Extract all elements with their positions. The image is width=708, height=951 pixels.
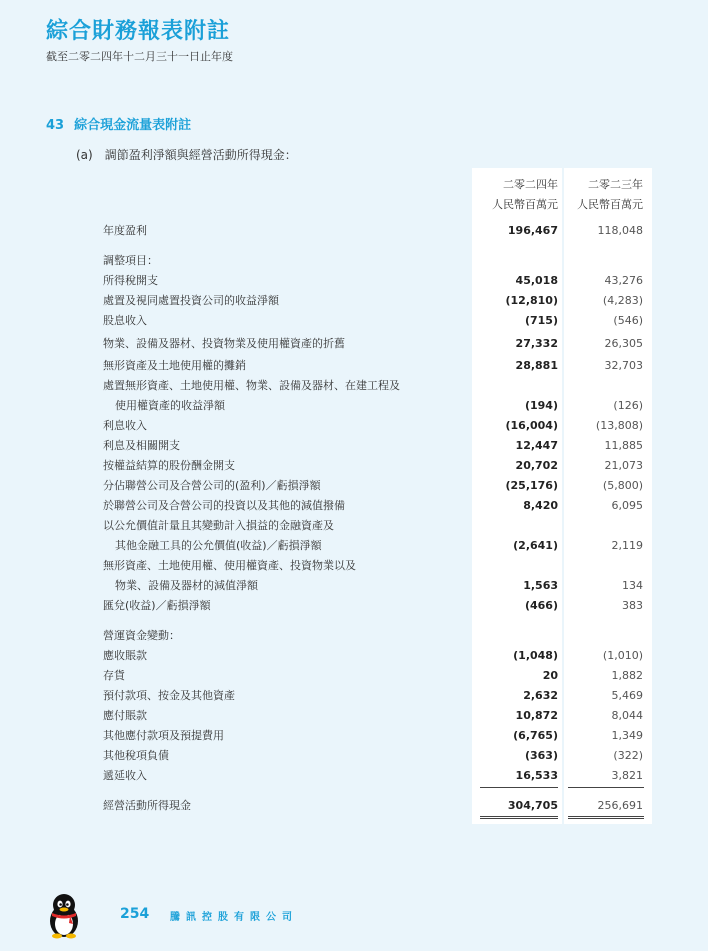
value-2023: 11,885 (604, 439, 643, 452)
value-2023: 2,119 (611, 539, 643, 552)
page-title: 綜合財務報表附註 (46, 19, 231, 44)
value-2023: (13,808) (595, 419, 643, 432)
value-2024: 20 (542, 669, 558, 682)
row-label: 物業、設備及器材的減值淨額 (115, 579, 258, 592)
table-row (0, 476, 708, 496)
qq-penguin-icon (46, 893, 82, 939)
value-2024: (194) (524, 399, 558, 412)
row-label: 匯兌(收益)／虧損淨額 (103, 599, 211, 612)
row-label: 無形資產及土地使用權的攤銷 (103, 359, 246, 372)
row-label: 應收賬款 (103, 649, 147, 662)
value-2023: 32,703 (604, 359, 643, 372)
table-row (0, 221, 708, 241)
table-row (0, 436, 708, 456)
table-row (0, 766, 708, 786)
value-2024: 196,467 (507, 224, 558, 237)
value-2023: 256,691 (597, 799, 643, 812)
table-row (0, 356, 708, 376)
value-2024: 10,872 (515, 709, 558, 722)
value-2024: (2,641) (513, 539, 558, 552)
value-2023: 118,048 (597, 224, 643, 237)
value-2023: 5,469 (611, 689, 643, 702)
value-2024: 2,632 (523, 689, 558, 702)
value-2023: 21,073 (604, 459, 643, 472)
row-label: 遞延收入 (103, 769, 147, 782)
row-label: 利息及相關開支 (103, 439, 180, 452)
value-2024: (1,048) (513, 649, 558, 662)
subsection-label: (a) (76, 148, 93, 162)
subtotal-rule-2023 (568, 787, 644, 788)
table-row (0, 311, 708, 331)
table-row (0, 706, 708, 726)
column-header-2023-year: 二零二三年 (588, 178, 643, 191)
total-row (0, 796, 708, 816)
section-heading (46, 114, 201, 133)
value-2023: (1,010) (602, 649, 643, 662)
value-2023: (546) (613, 314, 643, 327)
value-2023: 6,095 (611, 499, 643, 512)
total-rule-2023 (568, 816, 644, 819)
table-row (0, 666, 708, 686)
section-number: 43 (46, 118, 65, 133)
row-label: 預付款項、按金及其他資產 (103, 689, 235, 702)
row-label: 存貨 (103, 669, 125, 682)
table-row (0, 576, 708, 596)
table-row (0, 251, 708, 271)
value-2023: (4,283) (602, 294, 643, 307)
row-label: 物業、設備及器材、投資物業及使用權資產的折舊 (103, 337, 345, 350)
row-label: 股息收入 (103, 314, 147, 327)
value-2023: 383 (622, 599, 643, 612)
total-rule-2024 (480, 816, 558, 819)
value-2024: (363) (524, 749, 558, 762)
row-label: 利息收入 (103, 419, 147, 432)
value-2023: 8,044 (611, 709, 643, 722)
table-row (0, 686, 708, 706)
row-label: 經營活動所得現金 (103, 799, 191, 812)
section-title: 綜合現金流量表附註 (74, 118, 192, 133)
value-2023: 3,821 (611, 769, 643, 782)
row-label: 年度盈利 (103, 224, 147, 237)
table-row (0, 416, 708, 436)
value-2023: 43,276 (604, 274, 643, 287)
value-2024: 1,563 (523, 579, 558, 592)
row-label: 其他應付款項及預提費用 (103, 729, 224, 742)
value-2023: (5,800) (602, 479, 643, 492)
value-2024: (6,765) (513, 729, 558, 742)
value-2024: 12,447 (515, 439, 558, 452)
value-2024: (12,810) (505, 294, 558, 307)
row-label: 無形資產、土地使用權、使用權資產、投資物業以及 (103, 559, 356, 572)
value-2023: 1,882 (611, 669, 643, 682)
value-2024: 8,420 (523, 499, 558, 512)
table-row (0, 536, 708, 556)
row-label: 處置無形資產、土地使用權、物業、設備及器材、在建工程及 (103, 379, 400, 392)
value-2024: 28,881 (515, 359, 558, 372)
table-row (0, 496, 708, 516)
value-2024: 20,702 (515, 459, 558, 472)
table-row (0, 596, 708, 616)
table-row (0, 291, 708, 311)
row-label: 其他金融工具的公允價值(收益)／虧損淨額 (115, 539, 322, 552)
value-2024: (715) (524, 314, 558, 327)
table-row (0, 271, 708, 291)
table-row (0, 334, 708, 354)
column-header-2023-unit: 人民幣百萬元 (577, 198, 643, 211)
value-2023: 134 (622, 579, 643, 592)
column-header-2024-unit: 人民幣百萬元 (492, 198, 558, 211)
table-row (0, 376, 708, 396)
row-label: 所得稅開支 (103, 274, 158, 287)
page-number: 254 (120, 906, 150, 922)
table-row (0, 516, 708, 536)
table-row (0, 626, 708, 646)
value-2024: 27,332 (515, 337, 558, 350)
row-label: 營運資金變動： (103, 629, 180, 642)
subsection-heading (76, 146, 309, 163)
value-2024: 16,533 (515, 769, 558, 782)
value-2024: 304,705 (507, 799, 558, 812)
row-label: 以公允價值計量且其變動計入損益的金融資產及 (103, 519, 334, 532)
subtotal-rule-2024 (480, 787, 558, 788)
table-row (0, 456, 708, 476)
row-label: 分佔聯營公司及合營公司的(盈利)／虧損淨額 (103, 479, 321, 492)
row-label: 處置及視同處置投資公司的收益淨額 (103, 294, 279, 307)
value-2023: 26,305 (604, 337, 643, 350)
row-label: 按權益結算的股份酬金開支 (103, 459, 235, 472)
row-label: 調整項目： (103, 254, 158, 267)
row-label: 使用權資產的收益淨額 (115, 399, 225, 412)
table-row (0, 396, 708, 416)
table-row (0, 556, 708, 576)
row-label: 其他稅項負債 (103, 749, 169, 762)
value-2024: (16,004) (505, 419, 558, 432)
value-2023: (322) (613, 749, 643, 762)
table-row (0, 726, 708, 746)
value-2024: 45,018 (515, 274, 558, 287)
value-2024: (466) (524, 599, 558, 612)
subsection-title: 調節盈利淨額與經營活動所得現金： (104, 148, 297, 162)
value-2024: (25,176) (505, 479, 558, 492)
row-label: 應付賬款 (103, 709, 147, 722)
value-2023: (126) (613, 399, 643, 412)
value-2023: 1,349 (611, 729, 643, 742)
company-name: 騰訊控股有限公司 (170, 912, 298, 923)
table-row (0, 746, 708, 766)
table-row (0, 646, 708, 666)
column-header-2024-year: 二零二四年 (503, 178, 558, 191)
page-subtitle: 截至二零二四年十二月三十一日止年度 (46, 50, 233, 63)
row-label: 於聯營公司及合營公司的投資以及其他的減值撥備 (103, 499, 345, 512)
